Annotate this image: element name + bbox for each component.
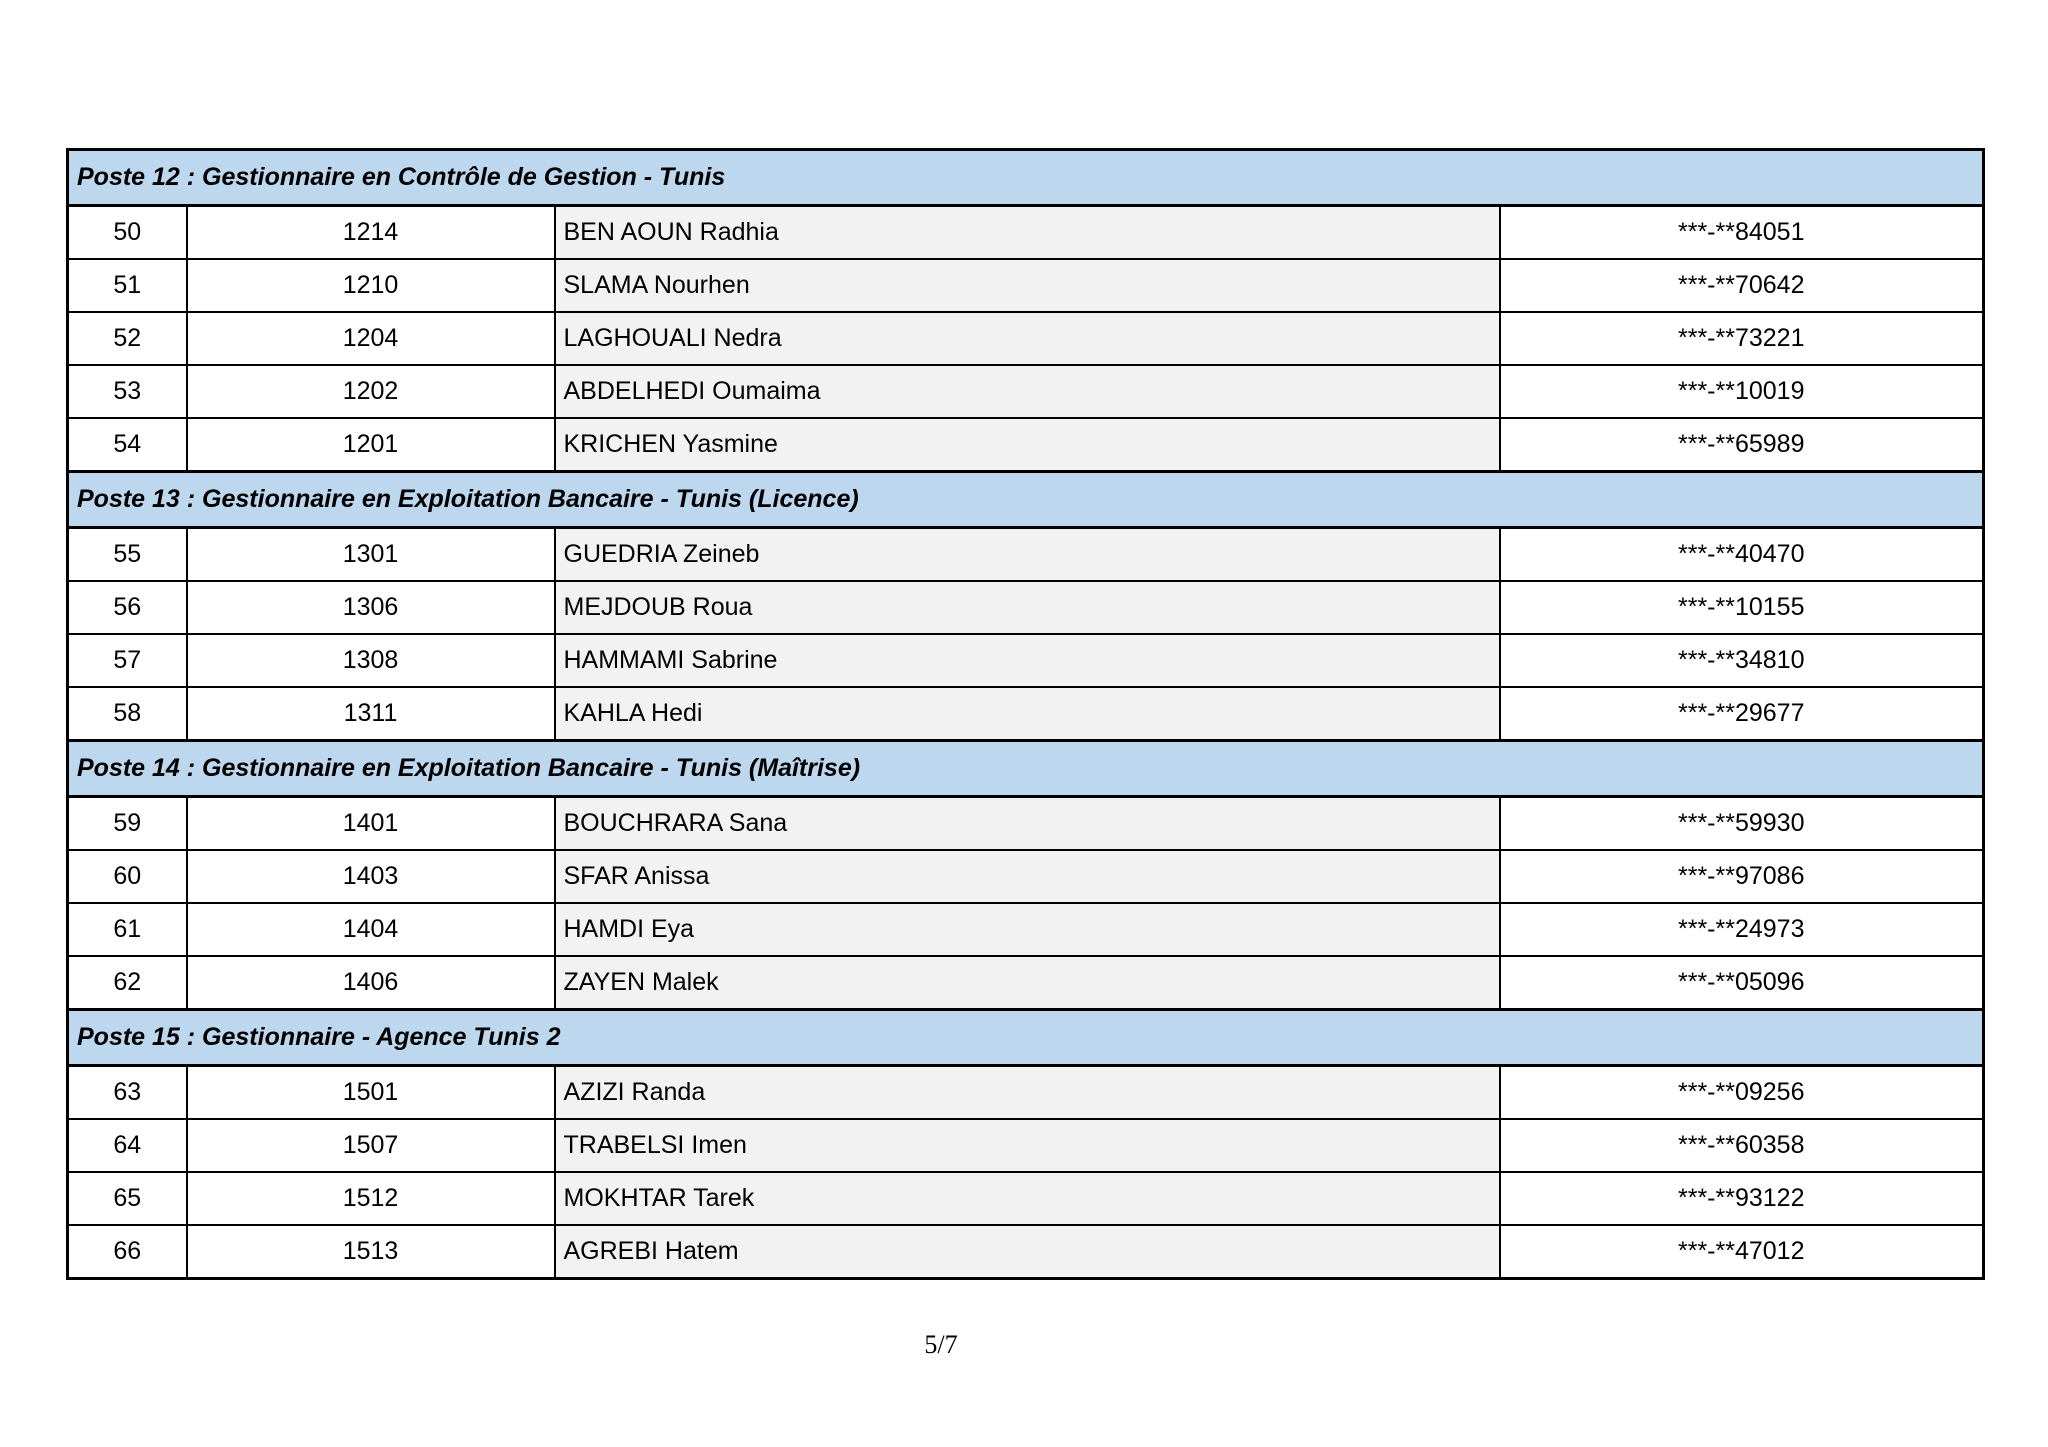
rank-cell: 62: [68, 956, 187, 1010]
id-cell: ***-**29677: [1500, 687, 1984, 741]
id-cell: ***-**47012: [1500, 1225, 1984, 1279]
name-cell: HAMMAMI Sabrine: [555, 634, 1500, 687]
name-cell: GUEDRIA Zeineb: [555, 528, 1500, 582]
name-cell: AGREBI Hatem: [555, 1225, 1500, 1279]
name-cell: SFAR Anissa: [555, 850, 1500, 903]
id-cell: ***-**10155: [1500, 581, 1984, 634]
rank-cell: 50: [68, 206, 187, 260]
table-row: [68, 903, 1984, 956]
id-cell: ***-**24973: [1500, 903, 1984, 956]
table-row: [68, 259, 1984, 312]
code-cell: 1204: [187, 312, 555, 365]
id-cell: ***-**05096: [1500, 956, 1984, 1010]
section-header-row: [68, 1010, 1984, 1066]
results-table-body: [68, 150, 1984, 1279]
rank-cell: 66: [68, 1225, 187, 1279]
rank-cell: 65: [68, 1172, 187, 1225]
rank-cell: 64: [68, 1119, 187, 1172]
section-title: Poste 15 : Gestionnaire - Agence Tunis 2: [68, 1010, 1984, 1066]
section-header-row: [68, 472, 1984, 528]
table-row: [68, 1119, 1984, 1172]
code-cell: 1507: [187, 1119, 555, 1172]
code-cell: 1202: [187, 365, 555, 418]
table-row: [68, 1172, 1984, 1225]
rank-cell: 54: [68, 418, 187, 472]
name-cell: ZAYEN Malek: [555, 956, 1500, 1010]
code-cell: 1306: [187, 581, 555, 634]
page-number: 5/7: [924, 1330, 958, 1359]
rank-cell: 55: [68, 528, 187, 582]
table-row: [68, 797, 1984, 851]
id-cell: ***-**10019: [1500, 365, 1984, 418]
rank-cell: 63: [68, 1066, 187, 1120]
code-cell: 1403: [187, 850, 555, 903]
rank-cell: 53: [68, 365, 187, 418]
id-cell: ***-**70642: [1500, 259, 1984, 312]
table-row: [68, 581, 1984, 634]
rank-cell: 56: [68, 581, 187, 634]
id-cell: ***-**40470: [1500, 528, 1984, 582]
section-title: Poste 12 : Gestionnaire en Contrôle de Gestion - Tunis: [68, 150, 1984, 206]
id-cell: ***-**73221: [1500, 312, 1984, 365]
code-cell: 1406: [187, 956, 555, 1010]
table-row: [68, 365, 1984, 418]
table-row: [68, 528, 1984, 582]
name-cell: LAGHOUALI Nedra: [555, 312, 1500, 365]
code-cell: 1210: [187, 259, 555, 312]
id-cell: ***-**34810: [1500, 634, 1984, 687]
section-header-row: [68, 741, 1984, 797]
name-cell: SLAMA Nourhen: [555, 259, 1500, 312]
table-row: [68, 312, 1984, 365]
section-title: Poste 14 : Gestionnaire en Exploitation Bancaire - Tunis (Maîtrise): [68, 741, 1984, 797]
rank-cell: 60: [68, 850, 187, 903]
rank-cell: 61: [68, 903, 187, 956]
name-cell: AZIZI Randa: [555, 1066, 1500, 1120]
name-cell: TRABELSI Imen: [555, 1119, 1500, 1172]
name-cell: ABDELHEDI Oumaima: [555, 365, 1500, 418]
code-cell: 1501: [187, 1066, 555, 1120]
code-cell: 1301: [187, 528, 555, 582]
code-cell: 1513: [187, 1225, 555, 1279]
table-row: [68, 418, 1984, 472]
id-cell: ***-**59930: [1500, 797, 1984, 851]
name-cell: MOKHTAR Tarek: [555, 1172, 1500, 1225]
rank-cell: 57: [68, 634, 187, 687]
code-cell: 1214: [187, 206, 555, 260]
name-cell: KAHLA Hedi: [555, 687, 1500, 741]
table-row: [68, 634, 1984, 687]
name-cell: HAMDI Eya: [555, 903, 1500, 956]
code-cell: 1401: [187, 797, 555, 851]
table-row: [68, 850, 1984, 903]
id-cell: ***-**65989: [1500, 418, 1984, 472]
table-row: [68, 687, 1984, 741]
name-cell: KRICHEN Yasmine: [555, 418, 1500, 472]
id-cell: ***-**84051: [1500, 206, 1984, 260]
code-cell: 1308: [187, 634, 555, 687]
code-cell: 1311: [187, 687, 555, 741]
id-cell: ***-**97086: [1500, 850, 1984, 903]
name-cell: BEN AOUN Radhia: [555, 206, 1500, 260]
code-cell: 1404: [187, 903, 555, 956]
id-cell: ***-**60358: [1500, 1119, 1984, 1172]
table-row: [68, 956, 1984, 1010]
id-cell: ***-**93122: [1500, 1172, 1984, 1225]
rank-cell: 59: [68, 797, 187, 851]
table-row: [68, 206, 1984, 260]
name-cell: MEJDOUB Roua: [555, 581, 1500, 634]
table-row: [68, 1066, 1984, 1120]
code-cell: 1512: [187, 1172, 555, 1225]
id-cell: ***-**09256: [1500, 1066, 1984, 1120]
table-row: [68, 1225, 1984, 1279]
section-header-row: [68, 150, 1984, 206]
section-title: Poste 13 : Gestionnaire en Exploitation Bancaire - Tunis (Licence): [68, 472, 1984, 528]
name-cell: BOUCHRARA Sana: [555, 797, 1500, 851]
code-cell: 1201: [187, 418, 555, 472]
rank-cell: 58: [68, 687, 187, 741]
rank-cell: 51: [68, 259, 187, 312]
rank-cell: 52: [68, 312, 187, 365]
results-table: [66, 148, 1985, 1280]
